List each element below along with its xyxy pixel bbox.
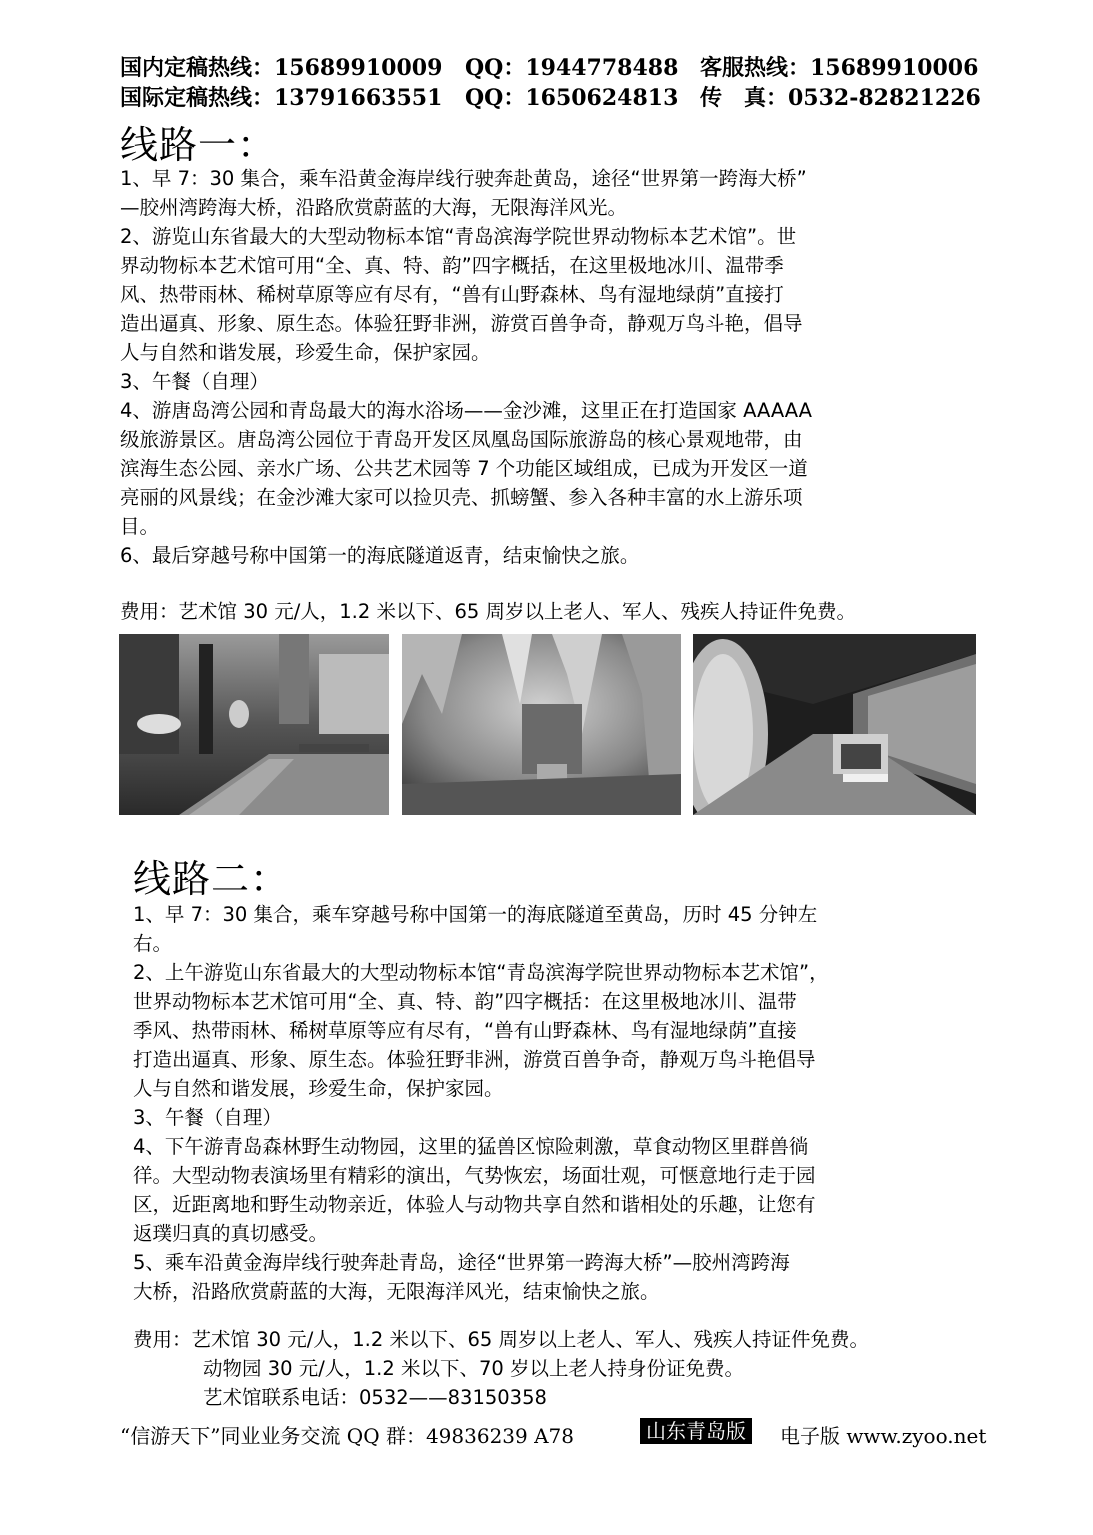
itinerary-line: 世界动物标本艺术馆可用“全、真、特、韵”四字概括：在这里极地冰川、温带: [133, 990, 797, 1013]
route-2-fee: [133, 1325, 869, 1412]
itinerary-line: 人与自然和谐发展，珍爱生命，保护家园。: [133, 1077, 504, 1100]
photo-forest-exhibit: [119, 634, 389, 815]
itinerary-line: 右。: [133, 932, 173, 955]
itinerary-line: 4、游唐岛湾公园和青岛最大的海水浴场——金沙滩，这里正在打造国家 AAAAA: [120, 399, 812, 422]
fee-line: 动物园 30 元/人，1.2 米以下、70 岁以上老人持身份证免费。: [203, 1357, 745, 1380]
route-2-title: 线路二：: [133, 857, 290, 901]
itinerary-line: 6、最后穿越号称中国第一的海底隧道返青，结束愉快之旅。: [120, 544, 640, 567]
itinerary-line: 1、早 7：30 集合，乘车沿黄金海岸线行驶奔赴黄岛，途径“世界第一跨海大桥”: [120, 167, 807, 190]
photo-gallery-hall: [693, 634, 976, 815]
itinerary-line: 1、早 7：30 集合，乘车穿越号称中国第一的海底隧道至黄岛，历时 45 分钟左: [133, 903, 818, 926]
qq-2: QQ：1650624813: [465, 85, 679, 111]
route-1-fee: [120, 597, 856, 626]
itinerary-line: 大桥，沿路欣赏蔚蓝的大海，无限海洋风光，结束愉快之旅。: [133, 1280, 660, 1303]
domestic-hotline: 国内定稿热线：15689910009: [120, 55, 443, 81]
route-2-itinerary: [133, 900, 829, 1306]
itinerary-line: 界动物标本艺术馆可用“全、真、特、韵”四字概括，在这里极地冰川、温带季: [120, 254, 784, 277]
itinerary-line: 造出逼真、形象、原生态。体验狂野非洲，游赏百兽争奇，静观万鸟斗艳，倡导: [120, 312, 803, 335]
qq-1: QQ：1944778488: [465, 55, 679, 81]
itinerary-line: 徉。大型动物表演场里有精彩的演出，气势恢宏，场面壮观，可惬意地行走于园: [133, 1164, 816, 1187]
fee-line: 费用：艺术馆 30 元/人，1.2 米以下、65 周岁以上老人、军人、残疾人持证件免费。: [120, 600, 857, 623]
service-hotline: 客服热线：15689910006: [700, 55, 979, 81]
footer: [120, 1418, 987, 1448]
itinerary-line: 3、午餐（自理）: [133, 1106, 282, 1129]
intl-hotline: 国际定稿热线：13791663551: [120, 85, 443, 111]
itinerary-line: 返璞归真的真切感受。: [133, 1222, 329, 1245]
itinerary-line: 区，近距离地和野生动物亲近，体验人与动物共享自然和谐相处的乐趣，让您有: [133, 1193, 816, 1216]
itinerary-line: 滨海生态公园、亲水广场、公共艺术园等 7 个功能区域组成，已成为开发区一道: [120, 457, 808, 480]
itinerary-line: 3、午餐（自理）: [120, 370, 269, 393]
contact-phone: 艺术馆联系电话：0532——83150358: [203, 1386, 547, 1409]
fee-line: 费用：艺术馆 30 元/人，1.2 米以下、65 周岁以上老人、军人、残疾人持证件免费。: [133, 1328, 870, 1351]
itinerary-line: 4、下午游青岛森林野生动物园，这里的猛兽区惊险刺激，草食动物区里群兽徜: [133, 1135, 809, 1158]
footer-qq-group: “信游天下”同业业务交流 QQ 群：49836239 A78: [120, 1424, 575, 1448]
route-1-itinerary: [120, 164, 812, 570]
footer-website: 电子版 www.zyoo.net: [780, 1424, 987, 1448]
route-1-title: 线路一：: [120, 123, 277, 167]
itinerary-line: 打造出逼真、形象、原生态。体验狂野非洲，游赏百兽争奇，静观万鸟斗艳倡导: [133, 1048, 816, 1071]
itinerary-line: —胶州湾跨海大桥，沿路欣赏蔚蓝的大海，无限海洋风光。: [120, 196, 628, 219]
photo-cave-exhibit: [402, 634, 681, 815]
itinerary-line: 2、游览山东省最大的大型动物标本馆“青岛滨海学院世界动物标本艺术馆”。世: [120, 225, 797, 248]
itinerary-line: 级旅游景区。唐岛湾公园位于青岛开发区凤凰岛国际旅游岛的核心景观地带，由: [120, 428, 803, 451]
itinerary-line: 风、热带雨林、稀树草原等应有尽有，“兽有山野森林、鸟有湿地绿荫”直接打: [120, 283, 784, 306]
itinerary-line: 5、乘车沿黄金海岸线行驶奔赴青岛，途径“世界第一跨海大桥”—胶州湾跨海: [133, 1251, 790, 1274]
itinerary-line: 2、上午游览山东省最大的大型动物标本馆“青岛滨海学院世界动物标本艺术馆”，: [133, 961, 829, 984]
fax: 传 真：0532-82821226: [700, 85, 981, 111]
itinerary-line: 季风、热带雨林、稀树草原等应有尽有，“兽有山野森林、鸟有湿地绿荫”直接: [133, 1019, 797, 1042]
itinerary-line: 人与自然和谐发展，珍爱生命，保护家园。: [120, 341, 491, 364]
edition-badge: 山东青岛版: [640, 1418, 752, 1444]
itinerary-line: 亮丽的风景线；在金沙滩大家可以捡贝壳、抓螃蟹、参入各种丰富的水上游乐项: [120, 486, 803, 509]
itinerary-line: 目。: [120, 515, 160, 538]
